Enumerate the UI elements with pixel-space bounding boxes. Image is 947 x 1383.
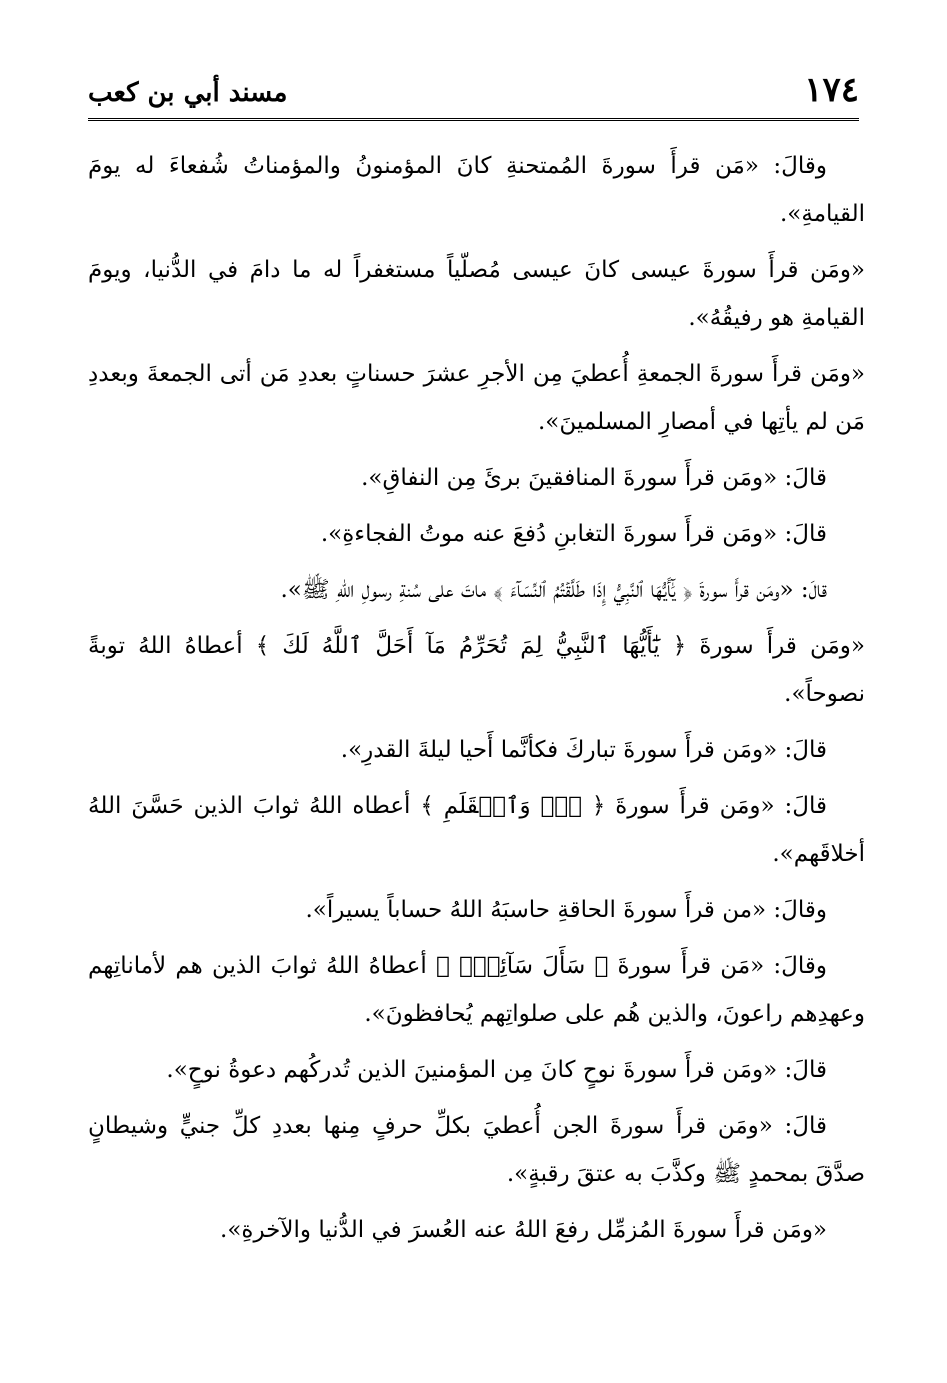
paragraph: وقالَ: «مَن قرأَ سورةَ ﴿ سَأَلَ سَآئِلُۢ ﴾ أعطاهُ اللهُ ثوابَ الذين هم لأماناتِهم وعهدِهم راعونَ، والذين هُم على صلواتِهم يُحافظونَ». [88, 953, 865, 1027]
paragraph: «ومَن قرأَ سورةَ عيسى كانَ عيسى مُصلّياً مستغفراً له ما دامَ في الدُّنيا، ويومَ القيامةِ هو رفيقُهُ». [88, 257, 865, 331]
paragraph: وقالَ: «من قرأَ سورةَ الحاقةِ حاسبَهُ اللهُ حساباً يسيراً». [305, 897, 827, 923]
paragraph: «ومَن قرأَ سورةَ الجمعةِ أُعطيَ مِن الأجرِ عشرَ حسناتٍ بعددِ مَن أتى الجمعةَ وبعددِ مَن لم يأتِها في أمصارِ المسلمينَ». [88, 361, 865, 435]
paragraph: قالَ: «ومَن قرأَ سورةَ المنافقينَ برئَ مِن النفاقِ». [361, 465, 827, 491]
paragraph: وقالَ: «مَن قرأَ سورةَ المُمتحنةِ كانَ المؤمنونُ والمؤمناتُ شُفعاءَ له يومَ القيامةِ». [88, 153, 865, 227]
page-number: ١٧٤ [804, 70, 859, 110]
page-header [88, 66, 859, 121]
paragraph: قالَ: «ومَن قرأَ سورةَ الجن أُعطيَ بكلِّ حرفٍ مِنها بعددِ كلِّ جنيٍّ وشيطانٍ صدَّقَ بمحمدٍ ﷺ وكذَّبَ به عتقَ رقبةٍ». [88, 1113, 865, 1187]
running-title: مسند أبي بن كعب [88, 78, 288, 108]
paragraph: قالَ: «ومَن قرأَ سورةَ ﴿ نٓۚ وَٱلۡقَلَمِ ﴾ أعطاه اللهُ ثوابَ الذين حَسَّنَ اللهُ أخلاقَهم». [88, 793, 865, 867]
page-body [88, 142, 865, 1262]
paragraph: قالَ: «ومَن قرأَ سورةَ نوحٍ كانَ مِن المؤمنينَ الذين تُدركُهم دعوةُ نوحٍ». [166, 1057, 827, 1083]
paragraph: قالَ: «ومَن قرأَ سورةَ تباركَ فكأنَّما أَحيا ليلةَ القدرِ». [340, 737, 827, 763]
paragraph: «ومَن قرأَ سورةَ المُزمِّل رفعَ اللهُ عنه العُسرَ في الدُّنيا والآخرةِ». [220, 1217, 827, 1243]
paragraph: «ومَن قرأَ سورةَ ﴿ يَٰٓأَيُّهَا ٱلنَّبِيُّ لِمَ تُحَرِّمُ مَآ أَحَلَّ ٱللَّهُ لَكَ ﴾ أعطاهُ اللهُ توبةً نصوحاً». [88, 633, 865, 707]
paragraph: قالَ: «ومَن قرأَ سورةَ التغابنِ دُفعَ عنه موتُ الفجاءةِ». [320, 521, 827, 547]
paragraph: قالَ: «ومَن قرأَ سورةَ ﴿ يَٰٓأَيُّهَا ٱلنَّبِيُّ إِذَا طَلَّقۡتُمُ ٱلنِّسَآءَ ﴾ ماتَ على سُنةِ رسولِ اللهِ ﷺ». [280, 577, 827, 603]
